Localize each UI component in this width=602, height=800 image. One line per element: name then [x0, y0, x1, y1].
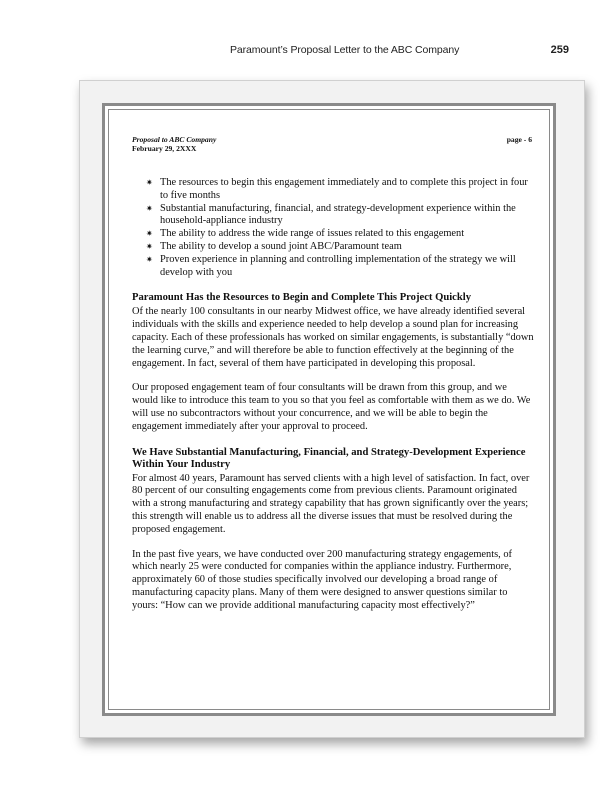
letter-content — [132, 135, 534, 613]
letter-recipient: Proposal to ABC Company — [132, 135, 217, 144]
letter-page-label: page - 6 — [506, 135, 532, 144]
asterisk-bullet-icon: ✷ — [146, 254, 153, 264]
asterisk-bullet-icon: ✷ — [146, 241, 153, 251]
running-head — [0, 44, 602, 60]
list-item: ✷ The ability to address the wide range of issues related to this engagement — [146, 228, 465, 240]
asterisk-bullet-icon: ✷ — [146, 229, 153, 239]
list-item: ✷ The resources to begin this engagement immediately and to complete this project in four to five months — [146, 177, 528, 201]
letter-header — [132, 135, 534, 155]
list-item: ✷ Substantial manufacturing, financial, and strategy-development experience within the household-appliance industry — [146, 202, 516, 227]
section-heading-experience: We Have Substantial Manufacturing, Financial, and Strategy-Development Experience Within Your Industry — [132, 446, 526, 470]
letter-sheet — [79, 80, 585, 738]
section-heading-resources: Paramount Has the Resources to Begin and Complete This Project Quickly — [132, 292, 471, 304]
asterisk-bullet-icon: ✷ — [146, 178, 153, 187]
letter-header-left — [132, 135, 216, 153]
letter-date: February 29, 2XXX — [132, 144, 197, 153]
strengths-list — [132, 177, 534, 279]
section-resources-paragraph-1: Of the nearly 100 consultants in our nearby Midwest office, we have already identified several individuals with the skills and experience needed to help develop a sound plan for increasing capacity. Each of these professionals has worked on similar engagements, is substantially “down the learning curve,” and will therefore be able to function effectively at the beginning of the engagement. In fact, several of them have participated in developing this proposal. — [132, 306, 534, 369]
list-item: ✷ Proven experience in planning and controlling implementation of the strategy we will develop with you — [146, 253, 516, 278]
running-head-title: Paramount’s Proposal Letter to the ABC Company — [230, 44, 460, 56]
asterisk-bullet-icon: ✷ — [146, 203, 153, 213]
list-item: ✷ The ability to develop a sound joint ABC/Paramount team — [146, 240, 402, 252]
book-page-number: 259 — [550, 44, 569, 56]
section-experience-paragraph-2: In the past five years, we have conducted over 200 manufacturing strategy engagements, of which nearly 25 were conducted for companies within the appliance industry. Furthermore, approximately 60 of those studies specifically involved our developing a broad range of manufacturing capacity plans. Many of them were designed to answer questions similar to yours: “How can we provide additional manufacturing capacity most effectively?” — [132, 548, 512, 611]
section-resources-paragraph-2: Our proposed engagement team of four consultants will be drawn from this group, and we would like to introduce this team to you so that you feel as comfortable with them as we do. We will use no subcontractors without your concurrence, and we will be able to begin the engagement immediately after your approval to proceed. — [132, 382, 531, 432]
section-experience-paragraph-1: For almost 40 years, Paramount has served clients with a high level of satisfaction. In fact, over 80 percent of our consulting engagements come from previous clients. Paramount originated with a strong manufacturing and strategy capability that has grown significantly over the years; this strength will enable us to address all the diverse issues that must be resolved during the proposed engagement. — [132, 472, 530, 535]
